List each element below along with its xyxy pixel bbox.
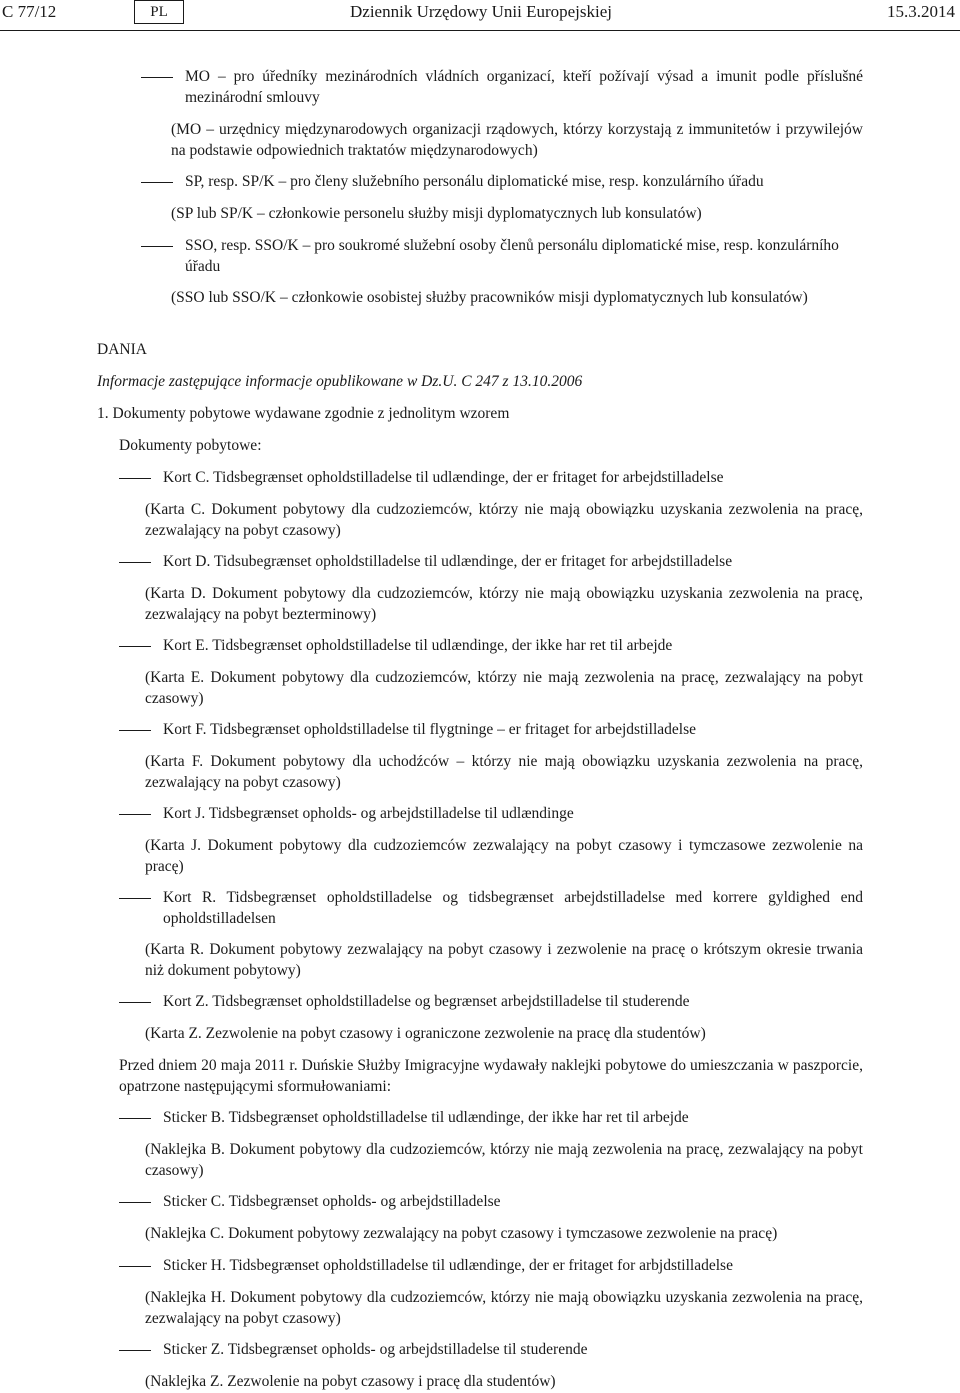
info-line: Informacje zastępujące informacje opublikowane w Dz.U. C 247 z 13.10.2006 [97, 373, 583, 390]
list-item [119, 720, 863, 741]
list-item [141, 67, 863, 108]
item-translation: (MO – urzędnicy międzynarodowych organizacji rządowych, którzy korzystają z immunitetów i przywilejów na podstawie odpowiednich traktatów międzynarodowych) [171, 121, 863, 159]
dash-marker [119, 1350, 151, 1351]
item-translation: (Karta F. Dokument pobytowy dla uchodźców – którzy nie mają obowiązku uzyskania zezwolenia na pracę, zezwalający na pobyt czasowy) [145, 753, 863, 791]
item-translation: (Naklejka B. Dokument pobytowy dla cudzoziemców, którzy nie mają zezwolenia na pracę, zezwalający na pobyt czasowy) [145, 1141, 863, 1179]
item-text: Kort C. Tidsbegrænset opholdstilladelse til udlændinge, der er fritaget for arbejdstilladelse [163, 469, 724, 486]
item-text: Sticker B. Tidsbegrænset opholdstilladelse til udlændinge, der ikke har ret til arbejde [163, 1109, 689, 1126]
section-heading: 1. Dokumenty pobytowe wydawane zgodnie z jednolitym wzorem [97, 405, 510, 422]
dash-marker [119, 1118, 151, 1119]
dash-marker [119, 562, 151, 563]
item-translation: (Naklejka C. Dokument pobytowy zezwalający na pobyt czasowy i tymczasowe zezwolenie na pracę) [145, 1225, 778, 1242]
item-translation: (Karta E. Dokument pobytowy dla cudzoziemców, którzy nie mają zezwolenia na pracę, zezwalający na pobyt czasowy) [145, 669, 863, 707]
item-translation: (Karta Z. Zezwolenie na pobyt czasowy i ograniczone zezwolenie na pracę dla studentów) [145, 1025, 706, 1042]
header-rule [0, 30, 960, 31]
list-item [119, 804, 863, 825]
list-item [119, 1256, 863, 1277]
item-translation: (Karta C. Dokument pobytowy dla cudzoziemców, którzy nie mają obowiązku uzyskania zezwolenia na pracę, zezwalający na pobyt czasowy) [145, 501, 863, 539]
country-heading: DANIA [97, 341, 147, 358]
item-text: SSO, resp. SSO/K – pro soukromé služební osoby členů personálu diplomatické mise, resp. konzulárního úřadu [185, 237, 839, 275]
item-text: Kort E. Tidsbegrænset opholdstilladelse til udlændinge, der ikke har ret til arbejde [163, 637, 673, 654]
journal-title: Dziennik Urzędowy Unii Europejskiej [350, 2, 613, 21]
item-translation: (Karta J. Dokument pobytowy dla cudzoziemców zezwalający na pobyt czasowy i tymczasowe zezwolenie na pracę) [145, 837, 863, 875]
dash-marker [141, 246, 173, 247]
item-translation: (SSO lub SSO/K – członkowie osobistej służby pracowników misji dyplomatycznych lub konsulatów) [171, 289, 808, 306]
dash-marker [141, 182, 173, 183]
dash-marker [119, 478, 151, 479]
item-text: Kort R. Tidsbegrænset opholdstilladelse og tidsbegrænset arbejdstilladelse med korrere gyldighed end opholdstilladelsen [163, 889, 863, 927]
list-item [119, 1192, 863, 1213]
item-text: Sticker H. Tidsbegrænset opholdstilladelse til udlændinge, der er fritaget for arbjdstilladelse [163, 1257, 733, 1274]
list-item [141, 236, 863, 277]
list-item [119, 992, 863, 1013]
sticker-intro: Przed dniem 20 maja 2011 r. Duńskie Służby Imigracyjne wydawały naklejki pobytowe do umieszczania w paszporcie, opatrzone następującymi sformułowaniami: [119, 1057, 863, 1095]
list-item [119, 1108, 863, 1129]
item-text: SP, resp. SP/K – pro členy služebního personálu diplomatické mise, resp. konzulárního úřadu [185, 173, 764, 190]
dash-marker [119, 1002, 151, 1003]
list-item [119, 552, 863, 573]
dash-marker [119, 898, 151, 899]
item-translation: (SP lub SP/K – członkowie personelu służby misji dyplomatycznych lub konsulatów) [171, 205, 702, 222]
item-translation: (Karta R. Dokument pobytowy zezwalający na pobyt czasowy i zezwolenie na pracę o krótszym okresie trwania niż dokument pobytowy) [145, 941, 863, 979]
language-badge: PL [134, 0, 184, 24]
item-text: MO – pro úředníky mezinárodních vládních organizací, kteří požívají výsad a imunit podle příslušné mezinárodní smlouvy [185, 68, 863, 106]
dash-marker [119, 730, 151, 731]
list-item [119, 888, 863, 929]
dash-marker [119, 1266, 151, 1267]
list-item [141, 172, 863, 193]
item-text: Sticker Z. Tidsbegrænset opholds- og arbejdstilladelse til studerende [163, 1341, 588, 1358]
page-number: C 77/12 [2, 2, 57, 21]
item-translation: (Naklejka Z. Zezwolenie na pobyt czasowy i pracę dla studentów) [145, 1373, 556, 1390]
list-item [119, 636, 863, 657]
dash-marker [119, 1202, 151, 1203]
list-item [119, 468, 863, 489]
issue-date: 15.3.2014 [887, 2, 955, 21]
dash-marker [119, 646, 151, 647]
item-text: Kort J. Tidsbegrænset opholds- og arbejdstilladelse til udlændinge [163, 805, 574, 822]
item-text: Kort D. Tidsubegrænset opholdstilladelse til udlændinge, der er fritaget for arbejdstilladelse [163, 553, 733, 570]
dash-marker [141, 77, 173, 78]
sub-heading: Dokumenty pobytowe: [119, 437, 262, 454]
dash-marker [119, 814, 151, 815]
item-text: Kort F. Tidsbegrænset opholdstilladelse til flygtninge – er fritaget for arbejdstilladelse [163, 721, 696, 738]
item-text: Sticker C. Tidsbegrænset opholds- og arbejdstilladelse [163, 1193, 501, 1210]
item-translation: (Karta D. Dokument pobytowy dla cudzoziemców, którzy nie mają obowiązku uzyskania zezwolenia na pracę, zezwalający na pobyt bezterminowy) [145, 585, 863, 623]
item-translation: (Naklejka H. Dokument pobytowy dla cudzoziemców, którzy nie mają obowiązku uzyskania zezwolenia na pracę, zezwalający na pobyt czasowy) [145, 1289, 863, 1327]
list-item [119, 1340, 863, 1361]
item-text: Kort Z. Tidsbegrænset opholdstilladelse og begrænset arbejdstilladelse til studerende [163, 993, 690, 1010]
